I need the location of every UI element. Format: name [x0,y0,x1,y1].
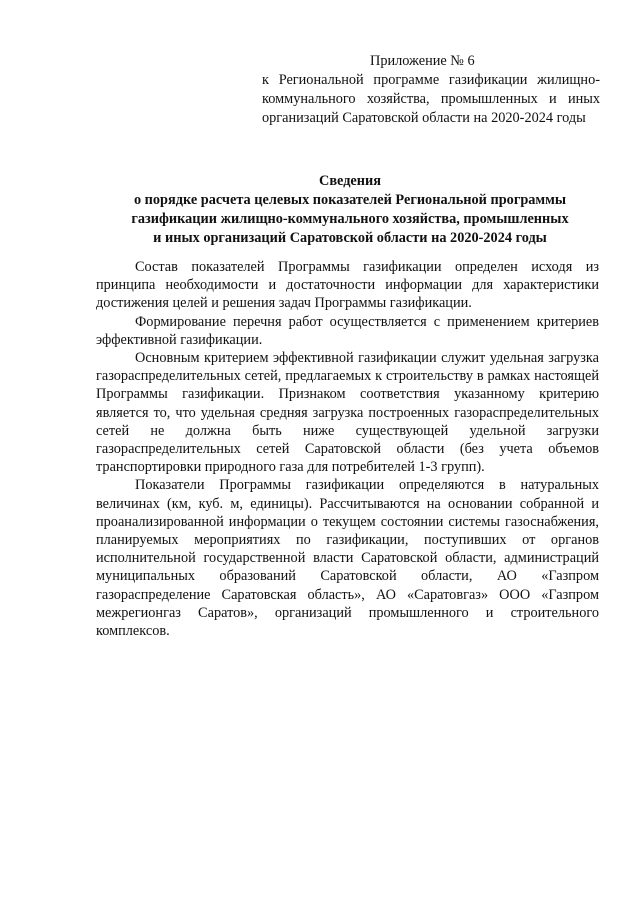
paragraph-composition: Состав показателей Программы газификации определен исходя из принципа необходимости и достаточности информации для характеристики достижения целей и решения задач Программы газификации. [96,259,599,312]
paragraph-formation: Формирование перечня работ осуществляется с применением критериев эффективной газификации. [96,313,599,348]
paragraph-criterion: Основным критерием эффективной газификации служит удельная загрузка газораспределительных сетей, предлагаемых к строительству в рамках настоящей Программы газификации. Признаком соответствия указанному критерию является то, что удельная средняя загрузка построенных газораспределительных сетей не должна быть ниже существующей удельной загрузки газораспределительных сетей Саратовской области (без учета объемов транспортировки природного газа для потребителей 1-3 групп). [96,350,599,476]
heading-title: Сведения [319,173,381,189]
appendix-block [262,52,600,128]
document-body [96,258,599,640]
paragraph-indicators: Показатели Программы газификации определяются в натуральных величинах (км, куб. м, единицы). Рассчитываются на основании собранной и проанализированной информации о текущем состоянии системы газоснабжения, планируемых мероприятиях по газификации, поступивших от органов исполнительной государственной власти Саратовской области, администраций муниципальных образований Саратовской области, АО «Газпром газораспределение Саратовская область», АО «Саратовгаз» ООО «Газпром межрегионгаз Саратов», организаций промышленного и строительного комплексов. [96,477,599,640]
heading-line-3: газификации жилищно-коммунального хозяйства, промышленных [131,211,569,227]
heading-line-2: о порядке расчета целевых показателей Региональной программы [133,192,567,208]
document-heading [100,172,600,248]
heading-line-4: и иных организаций Саратовской области на 2020-2024 годы [153,230,547,246]
appendix-reference: к Региональной программе газификации жилищно-коммунального хозяйства, промышленных и иных организаций Саратовской области на 2020-2024 годы [262,72,600,126]
appendix-number: Приложение № 6 [370,53,475,69]
